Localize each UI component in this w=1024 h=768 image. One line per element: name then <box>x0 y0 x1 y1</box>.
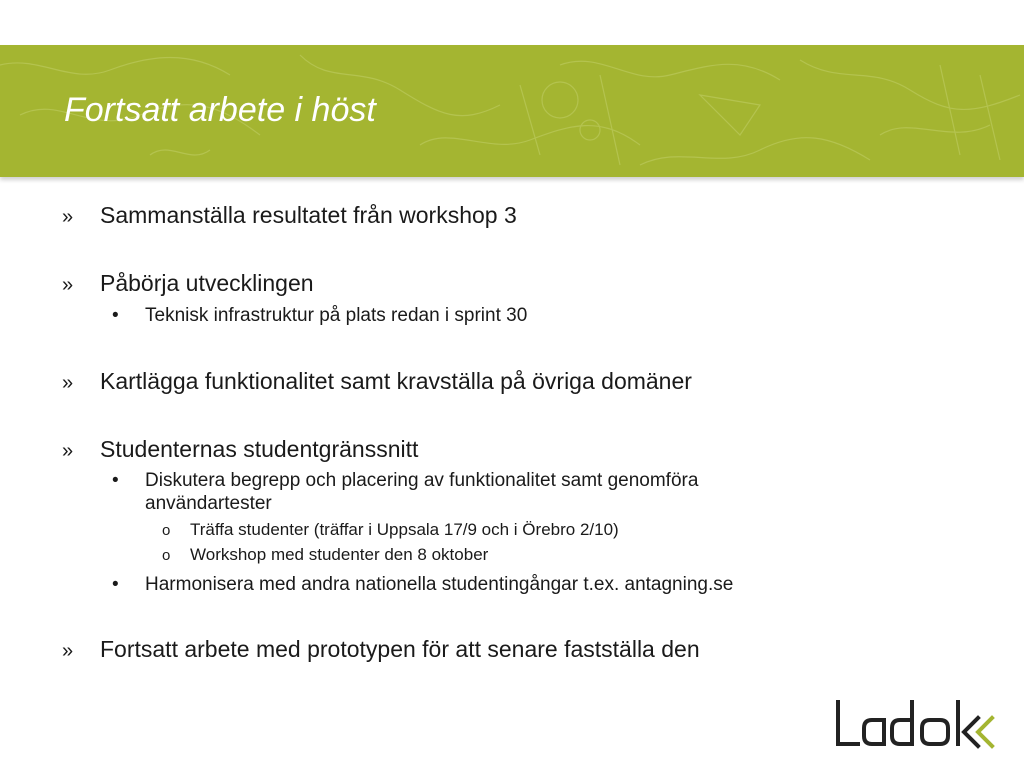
bullet-marker: » <box>62 206 74 228</box>
list-item <box>62 636 700 663</box>
list-item <box>62 436 418 463</box>
bullet-text: Kartlägga funktionalitet samt kravställa på övriga domäner <box>100 368 692 394</box>
list-item <box>112 574 733 596</box>
bullet-marker: • <box>112 470 119 491</box>
list-item <box>112 305 527 327</box>
ladok-logo-icon <box>832 694 1002 754</box>
bullet-marker: • <box>112 305 119 326</box>
bullet-marker: o <box>162 547 171 564</box>
bullet-marker: » <box>62 372 74 394</box>
bullet-marker: » <box>62 440 74 462</box>
bullet-marker: » <box>62 274 74 296</box>
bullet-marker: o <box>162 522 171 539</box>
bullet-marker: • <box>112 574 119 595</box>
bullet-text: Studenternas studentgränssnitt <box>100 436 419 462</box>
list-item <box>162 520 619 540</box>
list-item <box>62 270 314 297</box>
bullet-text: Fortsatt arbete med prototypen för att senare fastställa den <box>100 636 700 662</box>
list-item <box>162 545 488 565</box>
title-banner <box>0 45 1024 177</box>
bullet-marker: » <box>62 640 74 662</box>
bullet-text: användartester <box>145 493 272 514</box>
bullet-text: Workshop med studenter den 8 oktober <box>190 545 489 564</box>
ladok-logo <box>832 694 1002 759</box>
bullet-text: Påbörja utvecklingen <box>100 270 314 296</box>
bullet-text: Diskutera begrepp och placering av funktionalitet samt genomföra <box>145 470 699 491</box>
list-item <box>62 368 692 395</box>
list-item <box>62 202 517 229</box>
list-item <box>112 470 698 492</box>
bullet-text: Sammanställa resultatet från workshop 3 <box>100 202 517 228</box>
list-item-continuation <box>145 493 272 515</box>
bullet-text: Träffa studenter (träffar i Uppsala 17/9 och i Örebro 2/10) <box>190 520 619 539</box>
bullet-text: Harmonisera med andra nationella studentingångar t.ex. antagning.se <box>145 574 734 595</box>
slide-title: Fortsatt arbete i höst <box>64 91 376 129</box>
bullet-text: Teknisk infrastruktur på plats redan i sprint 30 <box>145 305 528 326</box>
